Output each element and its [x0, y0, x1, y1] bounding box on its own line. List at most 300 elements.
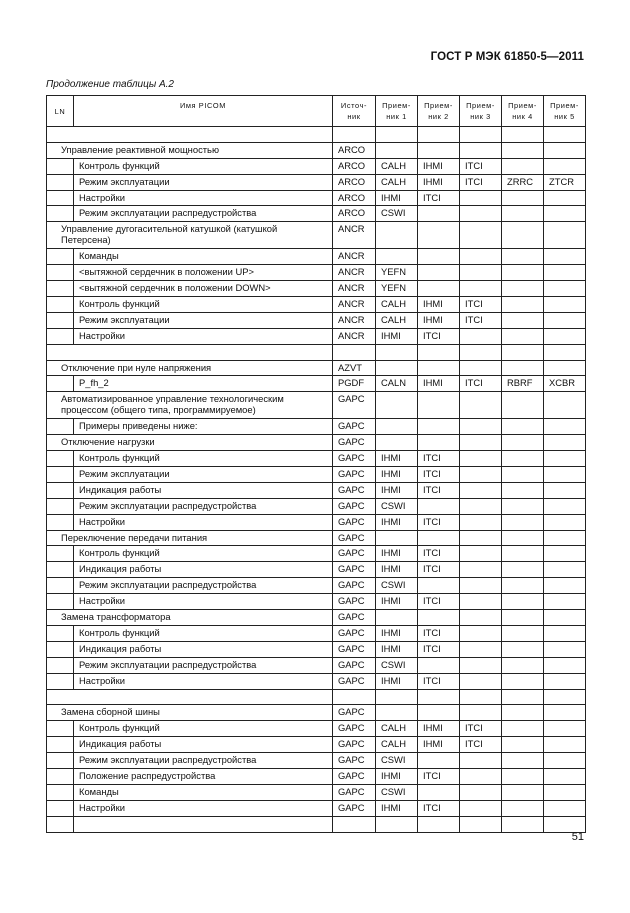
table-row: [47, 753, 586, 769]
picom-name-cell: Контроль функций: [74, 625, 333, 641]
receiver-cell: [376, 127, 418, 143]
receiver-cell: [502, 498, 544, 514]
source-cell: GAPC: [333, 721, 376, 737]
receiver-cell: [460, 419, 502, 435]
source-cell: GAPC: [333, 784, 376, 800]
receiver-cell: ITCI: [418, 546, 460, 562]
receiver-cell: ITCI: [418, 625, 460, 641]
receiver-cell: [502, 482, 544, 498]
receiver-cell: CSWI: [376, 206, 418, 222]
receiver-cell: [502, 158, 544, 174]
receiver-cell: [376, 344, 418, 360]
source-cell: GAPC: [333, 673, 376, 689]
receiver-cell: [460, 800, 502, 816]
receiver-cell: [418, 610, 460, 626]
picom-name-cell: Контроль функций: [74, 721, 333, 737]
receiver-cell: [418, 142, 460, 158]
picom-name-cell: P_fh_2: [74, 376, 333, 392]
table-row: [47, 435, 586, 451]
source-cell: ANCR: [333, 297, 376, 313]
receiver-cell: [460, 190, 502, 206]
picom-name-cell: Настройки: [74, 190, 333, 206]
receiver-cell: [418, 127, 460, 143]
source-cell: ANCR: [333, 328, 376, 344]
source-cell: GAPC: [333, 392, 376, 419]
source-cell: GAPC: [333, 530, 376, 546]
receiver-cell: [544, 610, 586, 626]
picom-name-cell: Настройки: [74, 673, 333, 689]
source-cell: GAPC: [333, 800, 376, 816]
receiver-cell: [460, 625, 502, 641]
ln-cell: [47, 641, 74, 657]
source-cell: GAPC: [333, 467, 376, 483]
picom-name-cell: Режим эксплуатации распредустройства: [74, 578, 333, 594]
table-row: [47, 158, 586, 174]
picom-name-cell: Индикация работы: [74, 737, 333, 753]
ln-cell: [47, 578, 74, 594]
receiver-cell: [418, 784, 460, 800]
group-name-cell: Отключение при нуле напряжения: [47, 360, 333, 376]
ln-cell: [47, 482, 74, 498]
table-row: [47, 392, 586, 419]
picom-table: [46, 95, 586, 833]
source-cell: GAPC: [333, 562, 376, 578]
table-row: [47, 206, 586, 222]
receiver-cell: [544, 578, 586, 594]
receiver-cell: [502, 689, 544, 705]
receiver-cell: [418, 578, 460, 594]
receiver-cell: [460, 249, 502, 265]
receiver-cell: [460, 594, 502, 610]
receiver-cell: [544, 328, 586, 344]
receiver-cell: [502, 451, 544, 467]
receiver-cell: IHMI: [418, 376, 460, 392]
source-cell: GAPC: [333, 625, 376, 641]
table-row: [47, 641, 586, 657]
receiver-cell: [376, 222, 418, 249]
receiver-cell: [544, 768, 586, 784]
group-name-cell: Управление дугогасительной катушкой (катушкой Петерсена): [47, 222, 333, 249]
group-name-cell: [47, 689, 333, 705]
picom-name-cell: Контроль функций: [74, 451, 333, 467]
receiver-cell: [418, 222, 460, 249]
ln-cell: [47, 265, 74, 281]
table-row: [47, 625, 586, 641]
receiver-cell: [502, 594, 544, 610]
receiver-cell: [418, 281, 460, 297]
receiver-cell: IHMI: [418, 174, 460, 190]
source-cell: ARCO: [333, 190, 376, 206]
receiver-cell: [460, 673, 502, 689]
receiver-cell: [544, 657, 586, 673]
ln-cell: [47, 190, 74, 206]
receiver-cell: ITCI: [460, 297, 502, 313]
source-cell: GAPC: [333, 610, 376, 626]
document-header: ГОСТ Р МЭК 61850-5—2011: [430, 51, 584, 63]
receiver-cell: [544, 482, 586, 498]
ln-cell: [47, 249, 74, 265]
receiver-cell: IHMI: [376, 190, 418, 206]
source-cell: ARCO: [333, 206, 376, 222]
receiver-cell: ITCI: [460, 721, 502, 737]
receiver-cell: [460, 562, 502, 578]
ln-cell: [47, 328, 74, 344]
ln-cell: [47, 625, 74, 641]
group-name-cell: Отключение нагрузки: [47, 435, 333, 451]
receiver-cell: [544, 281, 586, 297]
receiver-cell: IHMI: [376, 641, 418, 657]
ln-cell: [47, 514, 74, 530]
source-cell: GAPC: [333, 641, 376, 657]
receiver-cell: [544, 562, 586, 578]
receiver-cell: IHMI: [418, 312, 460, 328]
ln-cell: [47, 657, 74, 673]
receiver-cell: [376, 419, 418, 435]
receiver-cell: ITCI: [418, 514, 460, 530]
header-receiver-1: Прием- ник 1: [376, 96, 418, 127]
receiver-cell: IHMI: [418, 737, 460, 753]
receiver-cell: ITCI: [418, 594, 460, 610]
receiver-cell: [544, 142, 586, 158]
receiver-cell: [460, 641, 502, 657]
receiver-cell: [544, 784, 586, 800]
picom-name-cell: Режим эксплуатации: [74, 174, 333, 190]
source-cell: [333, 816, 376, 832]
receiver-cell: ITCI: [418, 641, 460, 657]
picom-name-cell: Настройки: [74, 594, 333, 610]
source-cell: ANCR: [333, 265, 376, 281]
ln-cell: [47, 297, 74, 313]
receiver-cell: ITCI: [418, 768, 460, 784]
source-cell: GAPC: [333, 705, 376, 721]
receiver-cell: [460, 222, 502, 249]
ln-cell: [47, 312, 74, 328]
receiver-cell: [418, 265, 460, 281]
table-row: [47, 467, 586, 483]
source-cell: GAPC: [333, 498, 376, 514]
receiver-cell: [544, 360, 586, 376]
table-row: [47, 482, 586, 498]
receiver-cell: [544, 753, 586, 769]
receiver-cell: [502, 265, 544, 281]
header-ln: LN: [47, 96, 74, 127]
receiver-cell: [460, 546, 502, 562]
receiver-cell: CALN: [376, 376, 418, 392]
source-cell: GAPC: [333, 514, 376, 530]
receiver-cell: [544, 800, 586, 816]
receiver-cell: [502, 435, 544, 451]
receiver-cell: [418, 498, 460, 514]
picom-name-cell: Индикация работы: [74, 482, 333, 498]
receiver-cell: [502, 127, 544, 143]
receiver-cell: IHMI: [376, 467, 418, 483]
receiver-cell: [502, 546, 544, 562]
ln-cell: [47, 174, 74, 190]
receiver-cell: [460, 498, 502, 514]
receiver-cell: [544, 816, 586, 832]
table-row: [47, 673, 586, 689]
picom-name-cell: Режим эксплуатации распредустройства: [74, 657, 333, 673]
receiver-cell: [544, 705, 586, 721]
receiver-cell: CSWI: [376, 578, 418, 594]
source-cell: ARCO: [333, 174, 376, 190]
receiver-cell: [418, 705, 460, 721]
receiver-cell: [502, 514, 544, 530]
table-row: [47, 562, 586, 578]
receiver-cell: [418, 419, 460, 435]
receiver-cell: [544, 419, 586, 435]
receiver-cell: [502, 206, 544, 222]
table-row: [47, 737, 586, 753]
receiver-cell: [418, 435, 460, 451]
receiver-cell: IHMI: [376, 594, 418, 610]
source-cell: ARCO: [333, 142, 376, 158]
receiver-cell: [544, 673, 586, 689]
group-name-cell: Управление реактивной мощностью: [47, 142, 333, 158]
group-name-cell: [47, 344, 333, 360]
receiver-cell: CSWI: [376, 753, 418, 769]
receiver-cell: IHMI: [376, 673, 418, 689]
table-row: [47, 419, 586, 435]
table-row: [47, 768, 586, 784]
receiver-cell: ITCI: [418, 451, 460, 467]
receiver-cell: [460, 344, 502, 360]
picom-name-cell: Индикация работы: [74, 641, 333, 657]
source-cell: GAPC: [333, 657, 376, 673]
table-row: [47, 514, 586, 530]
table-row: [47, 376, 586, 392]
receiver-cell: [502, 641, 544, 657]
source-cell: ARCO: [333, 158, 376, 174]
receiver-cell: [376, 392, 418, 419]
picom-name-cell: <вытяжной сердечник в положении DOWN>: [74, 281, 333, 297]
table-row: [47, 594, 586, 610]
header-receiver-2: Прием- ник 2: [418, 96, 460, 127]
table-row: [47, 174, 586, 190]
table-row: [47, 312, 586, 328]
receiver-cell: [502, 312, 544, 328]
receiver-cell: CALH: [376, 158, 418, 174]
receiver-cell: [502, 222, 544, 249]
table-row: [47, 249, 586, 265]
source-cell: ANCR: [333, 249, 376, 265]
receiver-cell: [544, 344, 586, 360]
receiver-cell: [418, 206, 460, 222]
ln-cell: [47, 419, 74, 435]
receiver-cell: ITCI: [460, 312, 502, 328]
receiver-cell: IHMI: [376, 514, 418, 530]
source-cell: ANCR: [333, 222, 376, 249]
source-cell: ANCR: [333, 312, 376, 328]
picom-name-cell: Настройки: [74, 328, 333, 344]
receiver-cell: CSWI: [376, 498, 418, 514]
receiver-cell: ZTCR: [544, 174, 586, 190]
receiver-cell: [502, 625, 544, 641]
receiver-cell: [460, 578, 502, 594]
picom-name-cell: Контроль функций: [74, 297, 333, 313]
receiver-cell: [502, 344, 544, 360]
receiver-cell: [418, 392, 460, 419]
receiver-cell: [460, 142, 502, 158]
source-cell: [333, 344, 376, 360]
ln-cell: [47, 376, 74, 392]
receiver-cell: [376, 360, 418, 376]
table-row: [47, 142, 586, 158]
receiver-cell: IHMI: [418, 158, 460, 174]
table-row: [47, 816, 586, 832]
receiver-cell: [460, 328, 502, 344]
receiver-cell: [502, 657, 544, 673]
source-cell: PGDF: [333, 376, 376, 392]
picom-name-cell: Настройки: [74, 514, 333, 530]
receiver-cell: [544, 265, 586, 281]
receiver-cell: CALH: [376, 737, 418, 753]
receiver-cell: [502, 753, 544, 769]
receiver-cell: [460, 657, 502, 673]
ln-cell: [47, 737, 74, 753]
receiver-cell: [502, 281, 544, 297]
receiver-cell: ITCI: [460, 174, 502, 190]
receiver-cell: IHMI: [376, 625, 418, 641]
receiver-cell: [376, 435, 418, 451]
receiver-cell: CSWI: [376, 784, 418, 800]
receiver-cell: [418, 249, 460, 265]
receiver-cell: CALH: [376, 297, 418, 313]
table-row: [47, 657, 586, 673]
receiver-cell: [418, 753, 460, 769]
header-receiver-3: Прием- ник 3: [460, 96, 502, 127]
table-row: [47, 800, 586, 816]
receiver-cell: [502, 705, 544, 721]
receiver-cell: ITCI: [418, 328, 460, 344]
table-row: [47, 784, 586, 800]
receiver-cell: [502, 419, 544, 435]
ln-cell: [47, 594, 74, 610]
table-row: [47, 328, 586, 344]
receiver-cell: [376, 689, 418, 705]
receiver-cell: [460, 127, 502, 143]
receiver-cell: [418, 344, 460, 360]
table-row: [47, 265, 586, 281]
receiver-cell: [418, 657, 460, 673]
receiver-cell: [376, 610, 418, 626]
ln-cell: [47, 816, 74, 832]
table-row: [47, 127, 586, 143]
receiver-cell: IHMI: [376, 546, 418, 562]
receiver-cell: IHMI: [418, 297, 460, 313]
receiver-cell: [544, 641, 586, 657]
table-row: [47, 451, 586, 467]
receiver-cell: [502, 721, 544, 737]
receiver-cell: [502, 610, 544, 626]
receiver-cell: [418, 530, 460, 546]
source-cell: GAPC: [333, 737, 376, 753]
group-name-cell: Замена сборной шины: [47, 705, 333, 721]
receiver-cell: [460, 265, 502, 281]
receiver-cell: [544, 467, 586, 483]
ln-cell: [47, 467, 74, 483]
receiver-cell: [460, 451, 502, 467]
page-number: 51: [571, 831, 584, 843]
receiver-cell: [376, 530, 418, 546]
table-row: [47, 689, 586, 705]
receiver-cell: [418, 689, 460, 705]
receiver-cell: YEFN: [376, 265, 418, 281]
ln-cell: [47, 753, 74, 769]
receiver-cell: [544, 498, 586, 514]
receiver-cell: IHMI: [376, 562, 418, 578]
receiver-cell: ITCI: [418, 673, 460, 689]
receiver-cell: XCBR: [544, 376, 586, 392]
receiver-cell: IHMI: [376, 451, 418, 467]
ln-cell: [47, 721, 74, 737]
receiver-cell: [460, 435, 502, 451]
receiver-cell: [544, 206, 586, 222]
table-row: [47, 705, 586, 721]
picom-name-cell: Контроль функций: [74, 158, 333, 174]
table-caption: Продолжение таблицы А.2: [46, 79, 174, 90]
receiver-cell: CSWI: [376, 657, 418, 673]
header-source: Источ- ник: [333, 96, 376, 127]
receiver-cell: [544, 297, 586, 313]
source-cell: [333, 689, 376, 705]
receiver-cell: [460, 816, 502, 832]
receiver-cell: [544, 530, 586, 546]
ln-cell: [47, 784, 74, 800]
receiver-cell: [544, 392, 586, 419]
source-cell: [333, 127, 376, 143]
table-row: [47, 578, 586, 594]
ln-cell: [47, 562, 74, 578]
picom-name-cell: [74, 816, 333, 832]
receiver-cell: [376, 142, 418, 158]
picom-name-cell: Режим эксплуатации: [74, 312, 333, 328]
header-picom-name: Имя PICOM: [74, 96, 333, 127]
receiver-cell: [460, 467, 502, 483]
receiver-cell: [376, 816, 418, 832]
receiver-cell: [376, 249, 418, 265]
table-row: [47, 190, 586, 206]
receiver-cell: [502, 467, 544, 483]
receiver-cell: [544, 127, 586, 143]
receiver-cell: [502, 578, 544, 594]
ln-cell: [47, 451, 74, 467]
receiver-cell: [502, 562, 544, 578]
picom-name-cell: <вытяжной сердечник в положении UP>: [74, 265, 333, 281]
table-row: [47, 344, 586, 360]
receiver-cell: [502, 190, 544, 206]
receiver-cell: [502, 297, 544, 313]
receiver-cell: [460, 514, 502, 530]
picom-name-cell: Примеры приведены ниже:: [74, 419, 333, 435]
group-name-cell: Замена трансформатора: [47, 610, 333, 626]
receiver-cell: [502, 737, 544, 753]
receiver-cell: [460, 753, 502, 769]
picom-name-cell: Контроль функций: [74, 546, 333, 562]
group-name-cell: Автоматизированное управление технологическим процессом (общего типа, программируемое): [47, 392, 333, 419]
ln-cell: [47, 546, 74, 562]
source-cell: GAPC: [333, 482, 376, 498]
receiver-cell: [544, 514, 586, 530]
source-cell: GAPC: [333, 753, 376, 769]
receiver-cell: [460, 281, 502, 297]
receiver-cell: RBRF: [502, 376, 544, 392]
picom-name-cell: Положение распредустройства: [74, 768, 333, 784]
receiver-cell: [460, 705, 502, 721]
receiver-cell: [460, 530, 502, 546]
receiver-cell: [502, 328, 544, 344]
receiver-cell: CALH: [376, 174, 418, 190]
